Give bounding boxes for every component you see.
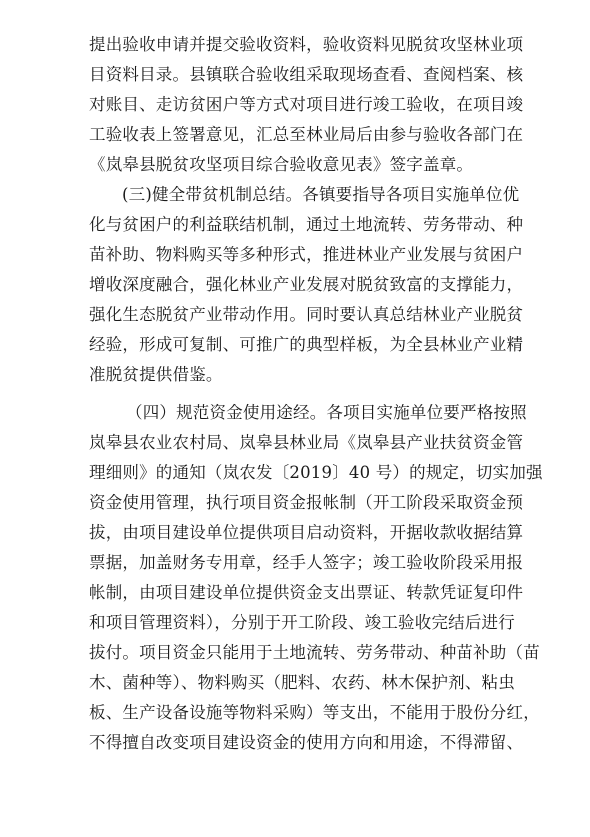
text-line: 岚皋县农业农村局、岚皋县林业局《岚皋县产业扶贫资金管 <box>89 433 524 452</box>
text-line: 提出验收申请并提交验收资料，验收资料见脱贫攻坚林业项 <box>89 35 524 54</box>
text-line: 经验，形成可复制、可推广的典型样板，为全县林业产业精 <box>89 335 524 354</box>
text-line: 不得擅自改变项目建设资金的使用方向和用途，不得滞留、 <box>89 733 524 752</box>
text-line: 对账目、走访贫困户等方式对项目进行竣工验收，在项目竣 <box>89 95 524 114</box>
text-line: 目资料目录。县镇联合验收组采取现场查看、查阅档案、核 <box>89 65 524 84</box>
text-line: 准脱贫提供借鉴。 <box>89 365 223 384</box>
paragraph-acceptance <box>89 30 524 180</box>
text-line: 票据，加盖财务专用章，经手人签字；竣工验收阶段采用报 <box>89 553 524 572</box>
text-line: 和项目管理资料），分别于开工阶段、竣工验收完结后进行 <box>89 613 515 632</box>
text-line: 《岚皋县脱贫攻坚项目综合验收意见表》签字盖章。 <box>89 155 474 174</box>
paragraph-poverty-mechanism <box>89 180 524 390</box>
text-line: 板、生产设备设施等物料采购）等支出，不能用于股份分红， <box>89 703 540 722</box>
text-line: 理细则》的通知（岚农发〔2019〕40 号）的规定，切实加强 <box>89 463 543 482</box>
text-line: 拔付。项目资金只能用于土地流转、劳务带动、种苗补助（苗 <box>89 643 540 662</box>
text-line: （四）规范资金使用途经。各项目实施单位要严格按照 <box>126 403 527 422</box>
text-line: 强化生态脱贫产业带动作用。同时要认真总结林业产业脱贫 <box>89 305 524 324</box>
text-line: 苗补助、物料购买等多种形式，推进林业产业发展与贫困户 <box>89 245 524 264</box>
text-line: 拔，由项目建设单位提供项目启动资料，开据收款收据结算 <box>89 523 524 542</box>
text-line: 化与贫困户的利益联结机制，通过土地流转、劳务带动、种 <box>89 215 524 234</box>
text-line: 木、菌种等）、物料购买（肥料、农药、林木保护剂、粘虫 <box>89 673 515 692</box>
text-line: (三)健全带贫机制总结。各镇要指导各项目实施单位优 <box>122 185 520 204</box>
text-line: 工验收表上签署意见，汇总至林业局后由参与验收各部门在 <box>89 125 524 144</box>
text-line: 增收深度融合，强化林业产业发展对脱贫致富的支撑能力， <box>89 275 524 294</box>
text-line: 帐制，由项目建设单位提供资金支出票证、转款凭证复印件 <box>89 583 524 602</box>
paragraph-fund-usage <box>89 398 543 758</box>
text-line: 资金使用管理，执行项目资金报帐制（开工阶段采取资金预 <box>89 493 524 512</box>
